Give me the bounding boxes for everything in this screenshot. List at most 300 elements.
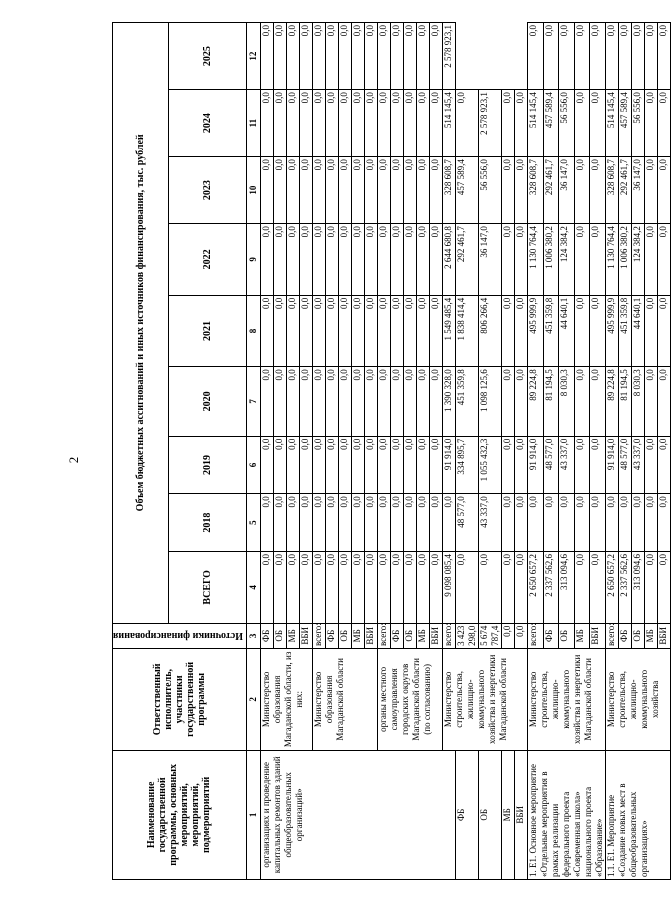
- value-cell: 292 461,7: [618, 157, 631, 224]
- value-cell: 0,0: [299, 23, 312, 90]
- source-cell: ОБ: [559, 623, 575, 648]
- table-row: [455, 23, 478, 880]
- value-cell: 0,0: [514, 623, 527, 648]
- value-cell: 0,0: [273, 23, 286, 90]
- table-row: [501, 23, 514, 880]
- value-cell: 0,0: [325, 494, 338, 552]
- value-cell: 0,0: [364, 367, 377, 436]
- value-cell: 0,0: [590, 23, 606, 90]
- responsible-cell: Министерство строительства, жилищно-коммунального хозяйства и энергетики Магаданской области: [442, 649, 527, 751]
- value-cell: 44 640,1: [631, 295, 644, 367]
- value-cell: 514 145,4: [527, 90, 543, 157]
- column-number: 4: [246, 552, 260, 624]
- value-cell: 0,0: [574, 23, 590, 90]
- value-cell: 0,0: [574, 224, 590, 296]
- value-cell: 0,0: [429, 436, 442, 494]
- value-cell: 81 194,5: [618, 367, 631, 436]
- value-cell: 0,0: [527, 23, 543, 90]
- value-cell: 0,0: [273, 494, 286, 552]
- value-cell: 0,0: [429, 494, 442, 552]
- value-cell: 0,0: [260, 157, 273, 224]
- value-cell: 806 266,4: [478, 295, 501, 367]
- value-cell: 457 589,4: [543, 90, 559, 157]
- source-cell: ФБ: [390, 623, 403, 648]
- value-cell: 0,0: [501, 90, 514, 157]
- value-cell: 0,0: [377, 157, 390, 224]
- value-cell: 0,0: [325, 23, 338, 90]
- value-cell: 0,0: [390, 90, 403, 157]
- header-year: 2019: [168, 436, 246, 494]
- value-cell: 0,0: [429, 367, 442, 436]
- value-cell: 0,0: [390, 436, 403, 494]
- value-cell: 81 194,5: [543, 367, 559, 436]
- value-cell: 0,0: [644, 367, 657, 436]
- value-cell: 0,0: [644, 224, 657, 296]
- header-year: 2021: [168, 295, 246, 367]
- value-cell: 0,0: [338, 23, 351, 90]
- value-cell: 0,0: [286, 494, 299, 552]
- column-number: 2: [246, 649, 260, 751]
- source-cell: ОБ: [273, 623, 286, 648]
- value-cell: 0,0: [644, 157, 657, 224]
- value-cell: 0,0: [590, 552, 606, 624]
- value-cell: 0,0: [286, 552, 299, 624]
- value-cell: 0,0: [377, 90, 390, 157]
- source-cell: всего:: [527, 623, 543, 648]
- value-cell: 0,0: [416, 367, 429, 436]
- value-cell: 0,0: [312, 367, 325, 436]
- value-cell: 0,0: [299, 367, 312, 436]
- source-cell: ОБ: [338, 623, 351, 648]
- value-cell: 0,0: [429, 224, 442, 296]
- value-cell: 0,0: [501, 367, 514, 436]
- value-cell: 0,0: [416, 90, 429, 157]
- value-cell: 0,0: [403, 295, 416, 367]
- value-cell: 0,0: [455, 552, 478, 624]
- value-cell: 0,0: [260, 295, 273, 367]
- value-cell: 0,0: [657, 436, 670, 494]
- value-cell: 313 094,6: [631, 552, 644, 624]
- value-cell: 514 145,4: [442, 90, 455, 157]
- value-cell: 0,0: [364, 436, 377, 494]
- value-cell: 0,0: [657, 157, 670, 224]
- source-cell: МБ: [351, 623, 364, 648]
- value-cell: 0,0: [351, 90, 364, 157]
- value-cell: 0,0: [351, 224, 364, 296]
- value-cell: 0,0: [590, 494, 606, 552]
- value-cell: 0,0: [377, 224, 390, 296]
- value-cell: 0,0: [338, 90, 351, 157]
- value-cell: 0,0: [574, 494, 590, 552]
- value-cell: 0,0: [416, 23, 429, 90]
- value-cell: 0,0: [260, 436, 273, 494]
- value-cell: 0,0: [299, 552, 312, 624]
- value-cell: 0,0: [273, 157, 286, 224]
- value-cell: 5 674 787,4: [478, 623, 501, 648]
- value-cell: 1 130 764,4: [527, 224, 543, 296]
- column-number: 8: [246, 295, 260, 367]
- value-cell: 0,0: [514, 494, 527, 552]
- table-body: [260, 23, 670, 880]
- header-source: Источники финансирования: [113, 630, 243, 642]
- header-year: 2018: [168, 494, 246, 552]
- value-cell: 0,0: [260, 224, 273, 296]
- value-cell: 0,0: [644, 23, 657, 90]
- value-cell: 0,0: [429, 157, 442, 224]
- value-cell: 292 461,7: [455, 224, 478, 296]
- value-cell: 0,0: [590, 436, 606, 494]
- value-cell: 514 145,4: [605, 90, 618, 157]
- value-cell: 0,0: [514, 90, 527, 157]
- value-cell: 0,0: [325, 295, 338, 367]
- value-cell: 0,0: [390, 23, 403, 90]
- value-cell: 292 461,7: [543, 157, 559, 224]
- value-cell: 0,0: [501, 295, 514, 367]
- header-year: 2020: [168, 367, 246, 436]
- source-cell: ФБ: [260, 623, 273, 648]
- header-year: 2023: [168, 157, 246, 224]
- source-cell: ВБИ: [299, 623, 312, 648]
- value-cell: 0,0: [299, 90, 312, 157]
- value-cell: 1 390 328,0: [442, 367, 455, 436]
- source-cell: ОБ: [631, 623, 644, 648]
- value-cell: 0,0: [260, 23, 273, 90]
- value-cell: 0,0: [364, 295, 377, 367]
- financing-table: [112, 22, 671, 880]
- value-cell: 0,0: [351, 23, 364, 90]
- value-cell: 0,0: [377, 494, 390, 552]
- column-number: 12: [246, 23, 260, 90]
- value-cell: 8 030,3: [559, 367, 575, 436]
- column-number: 6: [246, 436, 260, 494]
- value-cell: 0,0: [543, 23, 559, 90]
- value-cell: 0,0: [403, 367, 416, 436]
- value-cell: 0,0: [416, 295, 429, 367]
- value-cell: 451 359,8: [543, 295, 559, 367]
- value-cell: 56 556,0: [631, 90, 644, 157]
- value-cell: 0,0: [543, 494, 559, 552]
- value-cell: 0,0: [364, 23, 377, 90]
- value-cell: 0,0: [377, 23, 390, 90]
- source-cell: МБ: [286, 623, 299, 648]
- value-cell: 0,0: [416, 157, 429, 224]
- value-cell: 0,0: [299, 295, 312, 367]
- value-cell: 0,0: [403, 23, 416, 90]
- value-cell: 0,0: [501, 224, 514, 296]
- value-cell: 43 337,0: [559, 436, 575, 494]
- value-cell: 3 423 298,0: [455, 623, 478, 648]
- value-cell: 0,0: [325, 436, 338, 494]
- value-cell: 0,0: [618, 494, 631, 552]
- value-cell: 0,0: [325, 157, 338, 224]
- value-cell: 0,0: [657, 494, 670, 552]
- value-cell: 0,0: [273, 552, 286, 624]
- value-cell: 0,0: [644, 295, 657, 367]
- value-cell: 0,0: [416, 552, 429, 624]
- value-cell: 457 589,4: [455, 157, 478, 224]
- value-cell: 2 337 562,6: [543, 552, 559, 624]
- value-cell: 0,0: [260, 90, 273, 157]
- value-cell: 0,0: [260, 494, 273, 552]
- source-cell: ФБ: [618, 623, 631, 648]
- value-cell: 0,0: [286, 90, 299, 157]
- column-number: 9: [246, 224, 260, 296]
- value-cell: 0,0: [312, 295, 325, 367]
- source-cell: всего:: [312, 623, 325, 648]
- source-cell: всего:: [605, 623, 618, 648]
- value-cell: 91 914,0: [605, 436, 618, 494]
- value-cell: 0,0: [351, 295, 364, 367]
- value-cell: 48 577,0: [455, 494, 478, 552]
- table-row: [260, 23, 273, 880]
- value-cell: 0,0: [351, 157, 364, 224]
- responsible-cell: Министерство образования Магаданской области, из них:: [260, 649, 312, 751]
- value-cell: 1 549 485,4: [442, 295, 455, 367]
- value-cell: 0,0: [273, 367, 286, 436]
- value-cell: 495 999,9: [605, 295, 618, 367]
- value-cell: 36 147,0: [559, 157, 575, 224]
- value-cell: 0,0: [364, 90, 377, 157]
- value-cell: 0,0: [501, 494, 514, 552]
- value-cell: 0,0: [390, 494, 403, 552]
- value-cell: 0,0: [590, 295, 606, 367]
- value-cell: 0,0: [527, 494, 543, 552]
- value-cell: 0,0: [299, 436, 312, 494]
- value-cell: 2 650 657,2: [527, 552, 543, 624]
- header-year: 2024: [168, 90, 246, 157]
- value-cell: 0,0: [618, 23, 631, 90]
- value-cell: 0,0: [351, 494, 364, 552]
- responsible-cell: Министерство строительства, жилищно-коммунального хозяйства: [605, 649, 670, 751]
- value-cell: 0,0: [377, 295, 390, 367]
- value-cell: 0,0: [286, 224, 299, 296]
- value-cell: 91 914,0: [442, 436, 455, 494]
- value-cell: 0,0: [377, 552, 390, 624]
- value-cell: 0,0: [312, 23, 325, 90]
- value-cell: 43 337,0: [631, 436, 644, 494]
- value-cell: 89 224,8: [527, 367, 543, 436]
- column-number: 1: [246, 750, 260, 879]
- value-cell: 0,0: [574, 552, 590, 624]
- value-cell: 0,0: [351, 552, 364, 624]
- value-cell: 0,0: [325, 90, 338, 157]
- source-cell: МБ: [416, 623, 429, 648]
- value-cell: 0,0: [501, 552, 514, 624]
- value-cell: 0,0: [377, 367, 390, 436]
- table-row: [527, 23, 543, 880]
- source-cell: ФБ: [325, 623, 338, 648]
- value-cell: 0,0: [312, 494, 325, 552]
- value-cell: 0,0: [416, 436, 429, 494]
- value-cell: 0,0: [299, 494, 312, 552]
- value-cell: 36 147,0: [478, 224, 501, 296]
- value-cell: 0,0: [390, 295, 403, 367]
- value-cell: 48 577,0: [618, 436, 631, 494]
- program-name-cell: организациях и проведение капитальных ремонтов зданий общеобразовательных организаций»: [260, 750, 455, 879]
- value-cell: 0,0: [338, 436, 351, 494]
- table-row: [478, 23, 501, 880]
- value-cell: 1 006 380,2: [618, 224, 631, 296]
- value-cell: 0,0: [338, 157, 351, 224]
- value-cell: 0,0: [514, 552, 527, 624]
- source-cell: всего:: [377, 623, 390, 648]
- value-cell: 0,0: [657, 23, 670, 90]
- value-cell: 0,0: [325, 224, 338, 296]
- header-total: ВСЕГО: [168, 552, 246, 624]
- source-cell: всего:: [442, 623, 455, 648]
- source-cell: ВБИ: [590, 623, 606, 648]
- value-cell: 0,0: [286, 436, 299, 494]
- value-cell: 0,0: [416, 224, 429, 296]
- value-cell: 0,0: [390, 367, 403, 436]
- value-cell: 0,0: [403, 494, 416, 552]
- value-cell: 0,0: [478, 552, 501, 624]
- rotated-page: [112, 22, 668, 880]
- value-cell: 1 098 125,6: [478, 367, 501, 436]
- value-cell: 124 384,2: [631, 224, 644, 296]
- value-cell: 0,0: [455, 90, 478, 157]
- program-name-cell: 1. Е1. Основное мероприятие «Отдельные мероприятия в рамках реализации федерального проекта «Современная школа» национального проекта «Образование»: [527, 750, 605, 879]
- value-cell: 2 644 680,8: [442, 224, 455, 296]
- value-cell: 0,0: [364, 157, 377, 224]
- header-volume: Объем бюджетных ассигнований и иных источников финансирования, тыс. рублей: [113, 23, 169, 624]
- source-cell: МБ: [501, 750, 514, 879]
- value-cell: 0,0: [403, 157, 416, 224]
- value-cell: 0,0: [657, 552, 670, 624]
- value-cell: 0,0: [338, 367, 351, 436]
- value-cell: 0,0: [273, 436, 286, 494]
- value-cell: 328 608,7: [442, 157, 455, 224]
- value-cell: 313 094,6: [559, 552, 575, 624]
- value-cell: 0,0: [429, 295, 442, 367]
- value-cell: 0,0: [312, 157, 325, 224]
- value-cell: 0,0: [403, 90, 416, 157]
- value-cell: 0,0: [559, 494, 575, 552]
- value-cell: 0,0: [501, 157, 514, 224]
- value-cell: 0,0: [429, 552, 442, 624]
- value-cell: 0,0: [260, 367, 273, 436]
- page-number: 2: [66, 456, 81, 464]
- value-cell: 0,0: [403, 552, 416, 624]
- value-cell: 2 578 923,1: [442, 23, 455, 90]
- value-cell: 0,0: [574, 367, 590, 436]
- value-cell: 2 578 923,1: [478, 90, 501, 157]
- value-cell: 451 359,8: [455, 367, 478, 436]
- source-cell: ОБ: [478, 750, 501, 879]
- value-cell: 91 914,0: [527, 436, 543, 494]
- column-number: 3: [246, 623, 260, 648]
- value-cell: 8 030,3: [631, 367, 644, 436]
- value-cell: 0,0: [501, 436, 514, 494]
- value-cell: 0,0: [657, 367, 670, 436]
- value-cell: 0,0: [590, 224, 606, 296]
- value-cell: 0,0: [273, 90, 286, 157]
- value-cell: 0,0: [590, 90, 606, 157]
- value-cell: 0,0: [574, 157, 590, 224]
- value-cell: 0,0: [299, 157, 312, 224]
- value-cell: 334 895,7: [455, 436, 478, 494]
- value-cell: 36 147,0: [631, 157, 644, 224]
- source-cell: ВБИ: [514, 750, 527, 879]
- value-cell: 44 640,1: [559, 295, 575, 367]
- value-cell: 0,0: [514, 436, 527, 494]
- column-number: 11: [246, 90, 260, 157]
- value-cell: 0,0: [273, 295, 286, 367]
- value-cell: 0,0: [590, 157, 606, 224]
- value-cell: 0,0: [364, 494, 377, 552]
- value-cell: 0,0: [351, 436, 364, 494]
- header-year: 2025: [168, 23, 246, 90]
- column-number: 5: [246, 494, 260, 552]
- value-cell: 48 577,0: [543, 436, 559, 494]
- value-cell: 0,0: [574, 90, 590, 157]
- value-cell: 124 384,2: [559, 224, 575, 296]
- value-cell: 0,0: [312, 552, 325, 624]
- value-cell: 0,0: [364, 552, 377, 624]
- value-cell: 2 337 562,6: [618, 552, 631, 624]
- value-cell: 0,0: [390, 224, 403, 296]
- source-cell: МБ: [574, 623, 590, 648]
- value-cell: 0,0: [286, 157, 299, 224]
- value-cell: 56 556,0: [559, 90, 575, 157]
- responsible-cell: Министерство образования Магаданской области: [312, 649, 377, 751]
- value-cell: 0,0: [377, 436, 390, 494]
- source-cell: ОБ: [403, 623, 416, 648]
- value-cell: 0,0: [559, 23, 575, 90]
- value-cell: 89 224,8: [605, 367, 618, 436]
- value-cell: 451 359,8: [618, 295, 631, 367]
- table-header: [113, 23, 261, 880]
- value-cell: 0,0: [338, 224, 351, 296]
- value-cell: 1 838 414,4: [455, 295, 478, 367]
- value-cell: 0,0: [605, 494, 618, 552]
- responsible-cell: Министерство строительства, жилищно-коммунального хозяйства и энергетики Магаданской области: [527, 649, 605, 751]
- value-cell: 0,0: [403, 436, 416, 494]
- source-cell: МБ: [644, 623, 657, 648]
- value-cell: 0,0: [338, 552, 351, 624]
- value-cell: 0,0: [338, 295, 351, 367]
- value-cell: 0,0: [429, 23, 442, 90]
- source-cell: ВБИ: [364, 623, 377, 648]
- value-cell: 0,0: [514, 157, 527, 224]
- source-cell: ФБ: [455, 750, 478, 879]
- value-cell: 0,0: [325, 552, 338, 624]
- value-cell: 0,0: [416, 494, 429, 552]
- value-cell: 0,0: [364, 224, 377, 296]
- table-row: [514, 23, 527, 880]
- value-cell: 0,0: [514, 224, 527, 296]
- value-cell: 0,0: [338, 494, 351, 552]
- value-cell: 2 650 657,2: [605, 552, 618, 624]
- value-cell: 0,0: [312, 436, 325, 494]
- value-cell: 9 098 085,4: [442, 552, 455, 624]
- value-cell: 0,0: [501, 623, 514, 648]
- value-cell: 0,0: [286, 367, 299, 436]
- value-cell: 56 556,0: [478, 157, 501, 224]
- column-numbers-row: [246, 23, 260, 880]
- value-cell: 1 055 432,3: [478, 436, 501, 494]
- value-cell: 495 999,9: [527, 295, 543, 367]
- value-cell: 328 608,7: [527, 157, 543, 224]
- value-cell: 0,0: [590, 367, 606, 436]
- value-cell: 0,0: [260, 552, 273, 624]
- value-cell: 0,0: [574, 436, 590, 494]
- value-cell: 0,0: [644, 436, 657, 494]
- value-cell: 0,0: [390, 552, 403, 624]
- value-cell: 0,0: [514, 295, 527, 367]
- source-cell: ВБИ: [657, 623, 670, 648]
- table-row: [605, 23, 618, 880]
